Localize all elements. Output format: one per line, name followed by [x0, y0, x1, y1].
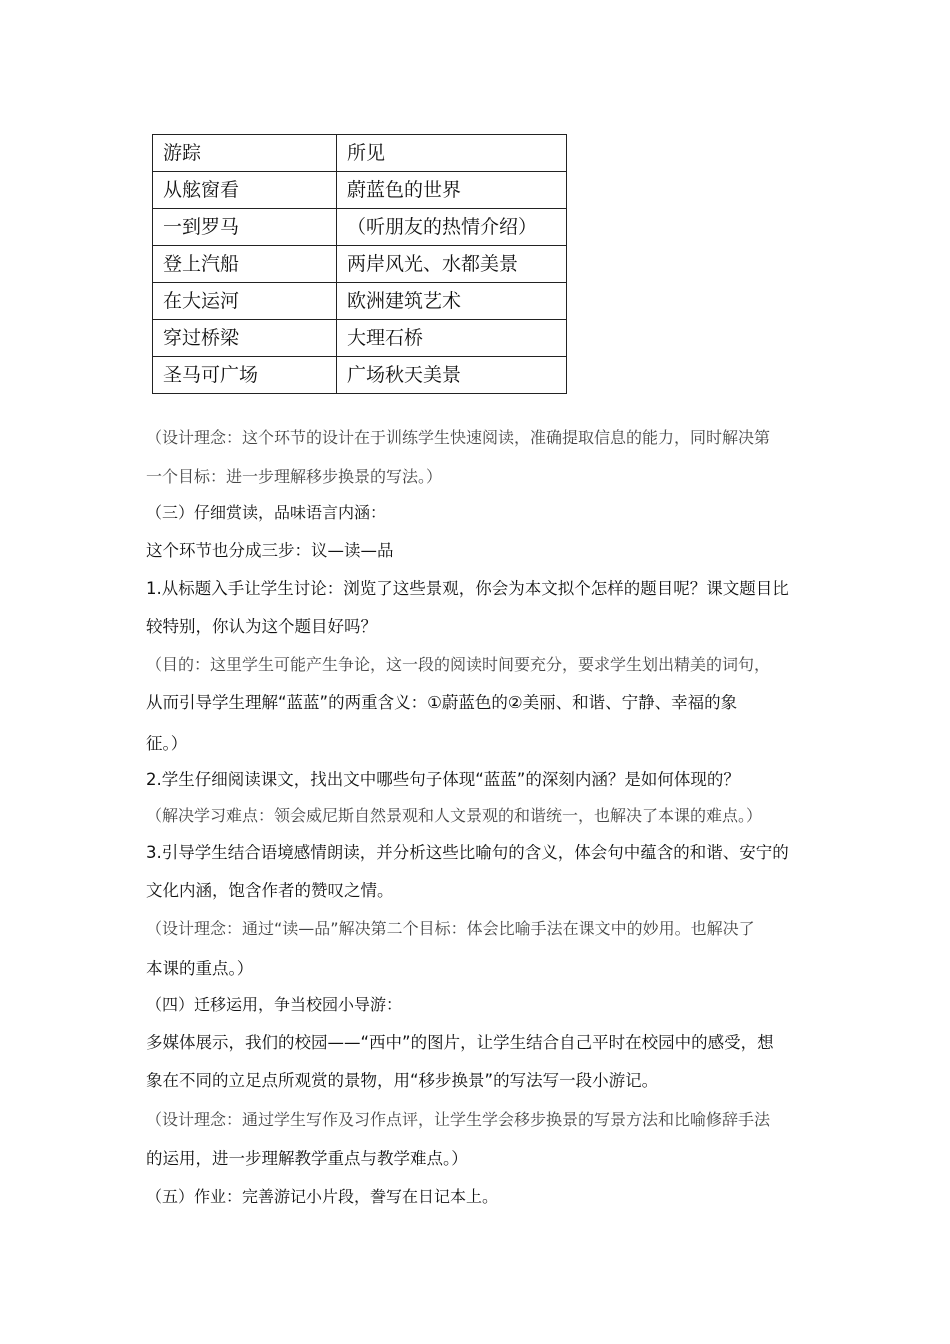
itinerary-table: [152, 134, 567, 394]
section-heading: （五）作业：完善游记小片段，誊写在日记本上。: [146, 1187, 499, 1206]
table-row: [153, 246, 567, 283]
paragraph-line: 这个环节也分成三步：议—读—品: [146, 541, 394, 560]
table-cell: 在大运河: [153, 283, 337, 320]
paragraph-line: 多媒体展示，我们的校园——“西中”的图片，让学生结合自己平时在校园中的感受，想: [146, 1033, 774, 1052]
table-cell: 穿过桥梁: [153, 320, 337, 357]
table-cell: （听朋友的热情介绍）: [337, 209, 567, 246]
paragraph-line: 征。）: [146, 734, 188, 753]
design-note-line: 一个目标：进一步理解移步换景的写法。）: [146, 467, 443, 486]
paragraph-line: 象在不同的立足点所观赏的景物，用“移步换景”的写法写一段小游记。: [146, 1071, 659, 1090]
table-header-cell: 所见: [337, 135, 567, 172]
paragraph-line: 较特别，你认为这个题目好吗？: [146, 617, 377, 636]
section-heading: （四）迁移运用，争当校园小导游：: [146, 995, 403, 1014]
table-cell: 蔚蓝色的世界: [337, 172, 567, 209]
design-note-line: （设计理念：通过“读—品”解决第二个目标：体会比喻手法在课文中的妙用。也解决了: [146, 919, 755, 938]
table-row: [153, 320, 567, 357]
table-cell: 一到罗马: [153, 209, 337, 246]
table-row: [153, 172, 567, 209]
design-note-line: （设计理念：这个环节的设计在于训练学生快速阅读，准确提取信息的能力，同时解决第: [146, 428, 771, 447]
table-header-cell: 游踪: [153, 135, 337, 172]
design-note-line: （目的：这里学生可能产生争论，这一段的阅读时间要充分，要求学生划出精美的词句，: [146, 655, 771, 674]
paragraph-line: 本课的重点。）: [146, 959, 254, 978]
paragraph-line: 的运用，进一步理解教学重点与教学难点。）: [146, 1149, 468, 1168]
table-cell: 圣马可广场: [153, 357, 337, 394]
table-row: [153, 209, 567, 246]
paragraph-line: 2.学生仔细阅读课文，找出文中哪些句子体现“蓝蓝”的深刻内涵？是如何体现的？: [146, 770, 740, 789]
table-header-row: [153, 135, 567, 172]
table-row: [153, 357, 567, 394]
table-cell: 欧洲建筑艺术: [337, 283, 567, 320]
table-row: [153, 283, 567, 320]
paragraph-line: 从而引导学生理解“蓝蓝”的两重含义：①蔚蓝色的②美丽、和谐、宁静、幸福的象: [146, 693, 738, 712]
paragraph-line: 1.从标题入手让学生讨论：浏览了这些景观，你会为本文拟个怎样的题目呢？课文题目比: [146, 579, 789, 598]
table-cell: 广场秋天美景: [337, 357, 567, 394]
table-cell: 大理石桥: [337, 320, 567, 357]
paragraph-line: 3.引导学生结合语境感情朗读，并分析这些比喻句的含义，体会句中蕴含的和谐、安宁的: [146, 843, 789, 862]
section-heading: （三）仔细赏读，品味语言内涵：: [146, 503, 387, 522]
table-cell: 从舷窗看: [153, 172, 337, 209]
table-cell: 登上汽船: [153, 246, 337, 283]
table-cell: 两岸风光、水都美景: [337, 246, 567, 283]
design-note-line: （设计理念：通过学生写作及习作点评，让学生学会移步换景的写景方法和比喻修辞手法: [146, 1110, 771, 1129]
design-note-line: （解决学习难点：领会威尼斯自然景观和人文景观的和谐统一，也解决了本课的难点。）: [146, 806, 763, 825]
paragraph-line: 文化内涵，饱含作者的赞叹之情。: [146, 881, 394, 900]
